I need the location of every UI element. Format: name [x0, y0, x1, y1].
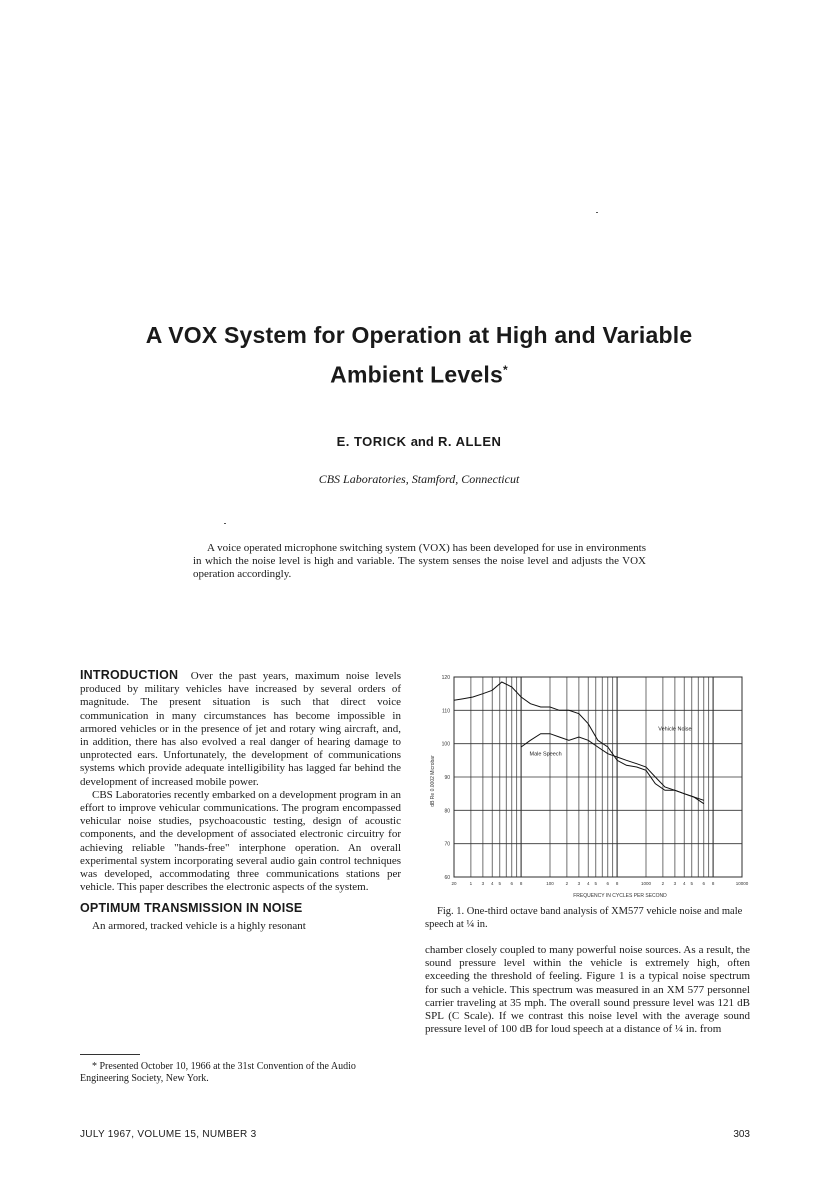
right-column	[425, 944, 750, 1036]
chart-x-tick-label: 6	[606, 881, 610, 886]
chart-y-axis-label: dB Re 0.0002 Microbar	[430, 755, 436, 807]
chart-x-tick-label: 6	[510, 881, 514, 886]
author-conjunction: and	[410, 434, 434, 449]
intro-paragraph-1	[80, 669, 401, 789]
figure-caption-text: Fig. 1. One-third octave band analysis of XM577 vehicle noise and male speech at ¼ in.	[425, 906, 743, 930]
chart-x-tick-label: 3	[577, 881, 581, 886]
title-line-1: A VOX System for Operation at High and Variable	[145, 322, 693, 348]
abstract-text: A voice operated microphone switching system (VOX) has been developed for use in environments in which the noise level is high and variable. The system senses the noise level and adjusts the VOX operation accordingly.	[193, 542, 646, 580]
chart-x-tick-label: 4	[586, 881, 590, 886]
intro-heading: INTRODUCTION	[80, 668, 179, 682]
chart-x-tick-label: 5	[498, 881, 502, 886]
scan-speck	[596, 212, 598, 213]
chart-x-tick-label: 20	[451, 881, 457, 886]
figure-1-spectrum-chart	[420, 671, 760, 903]
title-footnote-mark: *	[502, 363, 508, 377]
chart-y-tick-label: 120	[441, 675, 450, 681]
chart-x-tick-label: 4	[490, 881, 494, 886]
intro-paragraph-2: CBS Laboratories recently embarked on a development program in an effort to improve vehicular communications. The program encompassed vehicular noise studies, psychoacoustic testing, design of acoustic components, and the development of associated electronic circuitry for achieving reliable "hands-free" interphone operation. An overall experimental system incorporating several audio gain control techniques was developed, accommodating three communications stations per vehicle. This paper describes the electronic aspects of the system.	[80, 788, 401, 894]
chart-y-tick-label: 100	[441, 741, 450, 748]
chart-x-tick-label: 3	[481, 881, 485, 886]
section2-paragraph-1: An armored, tracked vehicle is a highly resonant	[92, 919, 306, 932]
footnote-text: * Presented October 10, 1966 at the 31st Convention of the Audio Engineering Society, New York.	[80, 1061, 356, 1084]
author-2: R. ALLEN	[437, 434, 502, 449]
chart-x-tick-label: 1	[469, 881, 473, 886]
journal-issue: JULY 1967, VOLUME 15, NUMBER 3	[80, 1129, 257, 1140]
chart-x-tick-label: 8	[711, 881, 715, 886]
chart-x-axis-label: FREQUENCY IN CYCLES PER SECOND	[573, 893, 667, 899]
footnote-rule	[80, 1054, 140, 1055]
footnote	[80, 1061, 401, 1085]
chart-x-tick-label: 10000	[735, 881, 749, 886]
chart-x-tick-label: 2	[661, 881, 665, 886]
chart-x-tick-label: 2	[565, 881, 569, 886]
chart-y-tick-labels	[442, 675, 451, 881]
chart-y-tick-label: 80	[444, 808, 450, 815]
authors	[60, 434, 778, 449]
title-line-2	[60, 353, 778, 393]
chart-series-labels	[530, 726, 692, 757]
chart-y-tick-label: 90	[444, 775, 450, 781]
right-column-paragraph: chamber closely coupled to many powerful noise sources. As a result, the sound pressure level within the vehicle is extremely high, often exceeding the threshold of feeling. Figure 1 is a typical noise spectrum for such a vehicle. This spectrum was measured in an XM 577 personnel carrier traveling at 35 mph. The overall sound pressure level was 121 dB SPL (C Scale). If we contrast this noise level with the average sound pressure level of 100 dB for loud speech at a distance of ¼ in. from	[425, 944, 750, 1036]
chart-x-tick-label: 4	[682, 881, 686, 886]
affiliation: CBS Laboratories, Stamford, Connecticut	[318, 472, 520, 486]
chart-x-tick-label: 100	[546, 881, 554, 886]
chart-y-tick-label: 110	[442, 708, 450, 715]
chart-x-tick-label: 8	[615, 881, 619, 886]
chart-x-tick-label: 1000	[640, 881, 652, 886]
chart-x-tick-labels	[451, 881, 748, 886]
abstract	[193, 542, 646, 581]
chart-label-male-speech: Male Speech	[529, 751, 562, 758]
section-heading-optimum-transmission: OPTIMUM TRANSMISSION IN NOISE	[80, 901, 303, 916]
page-number: 303	[733, 1129, 750, 1140]
chart-x-tick-label: 3	[673, 881, 677, 886]
chart-grid-y	[454, 677, 742, 877]
scan-speck	[224, 523, 226, 524]
author-1: E. TORICK	[336, 434, 407, 449]
chart-label-vehicle-noise: Vehicle Noise	[658, 726, 692, 733]
chart-y-tick-label: 60	[444, 875, 450, 881]
title-line-2-text: Ambient Levels	[330, 361, 503, 388]
chart-x-tick-label: 5	[690, 881, 694, 886]
chart-y-tick-label: 70	[444, 841, 450, 848]
article-title	[60, 318, 778, 393]
chart-x-tick-label: 6	[702, 881, 706, 886]
chart-x-tick-label: 8	[519, 881, 523, 886]
intro-paragraph-1-text: Over the past years, maximum noise levels produced by military vehicles have increased by several orders of magnitude. The present situation is such that direct voice communication in many circumstances has become impossible in armored vehicles or in the presence of jet and rotary wing aircraft, and, in addition, there has also evolved a real danger of hearing damage to unprotected ears. Unfortunately, the development of communications systems which provide adequate intelligibility has lagged far behind the development of increased mobile power.	[80, 670, 401, 788]
chart-x-tick-label: 5	[594, 881, 598, 886]
left-column	[80, 669, 401, 933]
figure-caption	[425, 906, 750, 931]
